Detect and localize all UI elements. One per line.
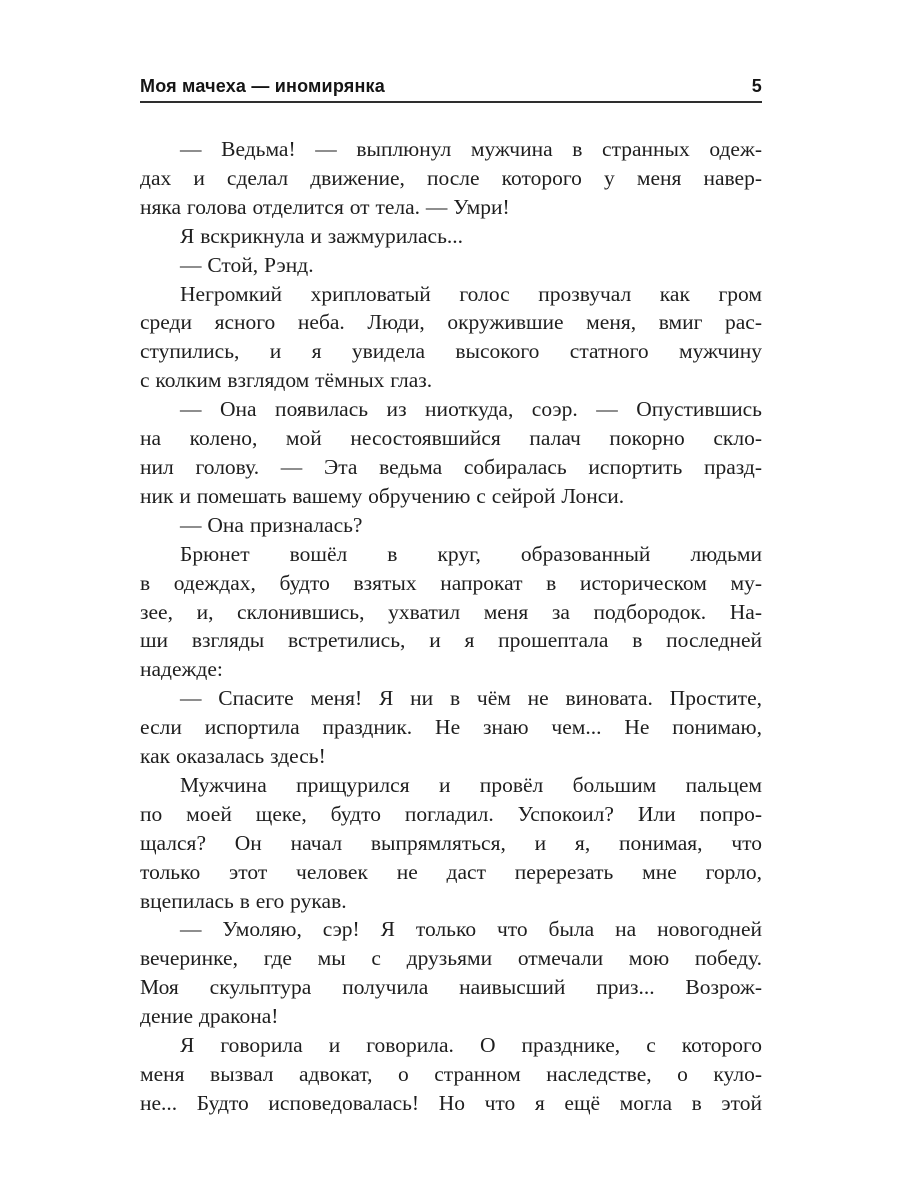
text-line: с колким взглядом тёмных глаз. — [140, 368, 433, 393]
text-line: Брюнет вошёл в круг, образованный людьми — [180, 541, 762, 566]
text-line: меня вызвал адвокат, о странном наследстве, о куло- — [140, 1062, 762, 1086]
text-line: Я вскрикнула и зажмурилась... — [180, 223, 464, 248]
text-line: среди ясного неба. Люди, окружившие меня, вмиг рас- — [140, 310, 762, 335]
text-line: только этот человек не даст перерезать мне горло, — [140, 859, 762, 884]
book-title: Моя мачеха — иномирянка — [140, 76, 385, 96]
page-number: 5 — [751, 76, 762, 96]
text-line: щался? Он начал выпрямляться, и я, понимая, что — [140, 830, 762, 855]
text-line: надежде: — [140, 657, 223, 682]
text-line: ник и помешать вашему обручению с сейрой Лонси. — [140, 483, 625, 508]
text-line: если испортила праздник. Не знаю чем... Не понимаю, — [140, 715, 762, 740]
text-line: вечеринке, где мы с друзьями отмечали мою победу. — [140, 946, 762, 971]
text-line: зее, и, склонившись, ухватил меня за подбородок. На- — [140, 599, 762, 624]
text-line: на колено, мой несостоявшийся палач покорно скло- — [140, 426, 762, 451]
text-line: как оказалась здесь! — [140, 744, 326, 769]
text-line: по моей щеке, будто погладил. Успокоил? Или попро- — [140, 801, 762, 826]
text-line: в одеждах, будто взятых напрокат в историческом му- — [140, 570, 762, 595]
text-line: няка голова отделится от тела. — Умри! — [140, 194, 510, 219]
body-text — [140, 135, 762, 1118]
text-line: нил голову. — Эта ведьма собиралась испортить празд- — [140, 454, 762, 479]
text-line: не... Будто исповедовалась! Но что я ещё могла в этой — [140, 1090, 762, 1115]
text-line: — Спасите меня! Я ни в чём не виновата. Простите, — [180, 686, 762, 711]
text-line: — Она появилась из ниоткуда, соэр. — Опустившись — [180, 397, 762, 422]
text-line: — Умоляю, сэр! Я только что была на новогодней — [180, 917, 762, 942]
text-line: — Ведьма! — выплюнул мужчина в странных одеж- — [180, 137, 762, 161]
text-line: Моя скульптура получила наивысший приз... Возрож- — [140, 975, 762, 1000]
text-line: — Стой, Рэнд. — [180, 252, 314, 277]
header-divider — [140, 101, 762, 103]
running-header — [140, 76, 762, 97]
text-line: дение дракона! — [140, 1004, 279, 1029]
text-line: Я говорила и говорила. О празднике, с которого — [180, 1033, 762, 1058]
text-line: Негромкий хрипловатый голос прозвучал как гром — [180, 281, 762, 306]
text-line: дах и сделал движение, после которого у меня навер- — [140, 165, 762, 190]
text-line: — Она призналась? — [180, 512, 363, 537]
text-line: Мужчина прищурился и провёл большим пальцем — [180, 772, 762, 797]
text-line: ступились, и я увидела высокого статного мужчину — [140, 339, 762, 364]
text-line: ши взгляды встретились, и я прошептала в последней — [140, 628, 762, 653]
text-line: вцепилась в его рукав. — [140, 888, 347, 913]
